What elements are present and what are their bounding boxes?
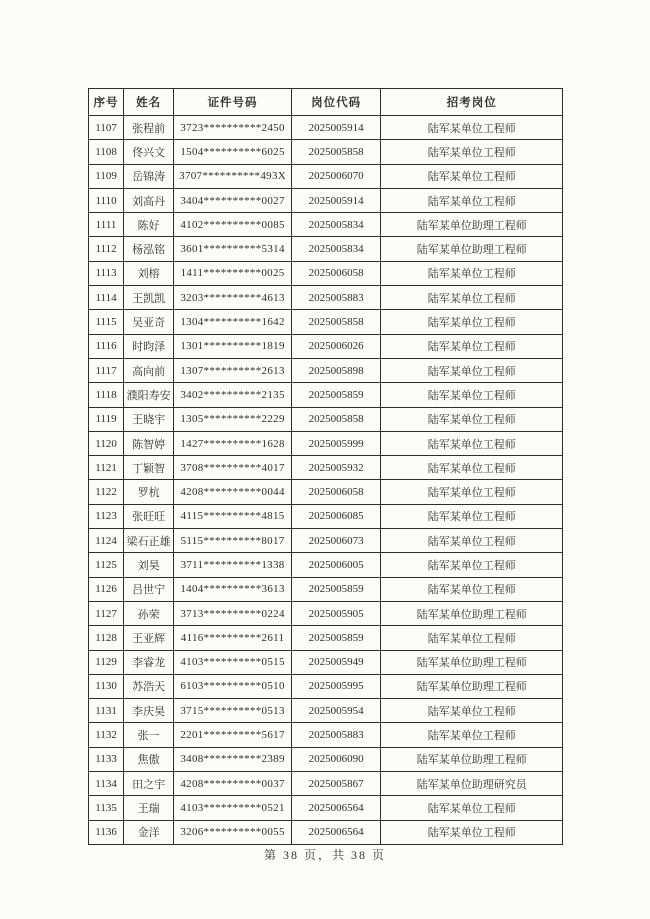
- column-header-position-title: 招考岗位: [381, 89, 563, 116]
- cell-title: 陆军某单位工程师: [381, 820, 563, 844]
- table-row: [89, 334, 563, 358]
- cell-serial: 1126: [89, 577, 124, 601]
- cell-title: 陆军某单位助理工程师: [381, 674, 563, 698]
- column-header-position-code: 岗位代码: [291, 89, 381, 116]
- cell-id: 4116**********2611: [174, 626, 292, 650]
- cell-name: 吕世宁: [124, 577, 174, 601]
- cell-name: 孙荣: [124, 601, 174, 625]
- cell-code: 2025005859: [291, 577, 381, 601]
- cell-id: 6103**********0510: [174, 674, 292, 698]
- cell-title: 陆军某单位助理工程师: [381, 213, 563, 237]
- cell-title: 陆军某单位工程师: [381, 431, 563, 455]
- table-row: [89, 140, 563, 164]
- cell-id: 1427**********1628: [174, 431, 292, 455]
- cell-serial: 1119: [89, 407, 124, 431]
- cell-code: 2025006564: [291, 796, 381, 820]
- cell-title: 陆军某单位助理工程师: [381, 237, 563, 261]
- cell-code: 2025006005: [291, 553, 381, 577]
- cell-id: 3715**********0513: [174, 699, 292, 723]
- cell-name: 陈好: [124, 213, 174, 237]
- table-row: [89, 504, 563, 528]
- cell-name: 焦傲: [124, 747, 174, 771]
- cell-title: 陆军某单位工程师: [381, 334, 563, 358]
- cell-code: 2025006090: [291, 747, 381, 771]
- table-row: [89, 699, 563, 723]
- column-header-name: 姓名: [124, 89, 174, 116]
- cell-title: 陆军某单位工程师: [381, 188, 563, 212]
- cell-code: 2025005834: [291, 213, 381, 237]
- cell-id: 3206**********0055: [174, 820, 292, 844]
- cell-serial: 1108: [89, 140, 124, 164]
- cell-code: 2025005995: [291, 674, 381, 698]
- cell-code: 2025006073: [291, 529, 381, 553]
- cell-name: 佟兴文: [124, 140, 174, 164]
- cell-code: 2025005932: [291, 456, 381, 480]
- cell-name: 高向前: [124, 358, 174, 382]
- table-header-row: [89, 89, 563, 116]
- table-row: [89, 237, 563, 261]
- table-row: [89, 480, 563, 504]
- cell-id: 3711**********1338: [174, 553, 292, 577]
- cell-title: 陆军某单位助理研究员: [381, 772, 563, 796]
- cell-serial: 1122: [89, 480, 124, 504]
- cell-code: 2025005858: [291, 140, 381, 164]
- cell-serial: 1110: [89, 188, 124, 212]
- cell-name: 张一: [124, 723, 174, 747]
- cell-code: 2025005858: [291, 310, 381, 334]
- cell-name: 梁石正雄: [124, 529, 174, 553]
- cell-title: 陆军某单位工程师: [381, 529, 563, 553]
- cell-serial: 1121: [89, 456, 124, 480]
- cell-title: 陆军某单位工程师: [381, 504, 563, 528]
- cell-id: 1504**********6025: [174, 140, 292, 164]
- cell-code: 2025005954: [291, 699, 381, 723]
- cell-name: 李庆昊: [124, 699, 174, 723]
- cell-id: 3404**********0027: [174, 188, 292, 212]
- cell-title: 陆军某单位工程师: [381, 577, 563, 601]
- cell-id: 3402**********2135: [174, 383, 292, 407]
- cell-name: 杨泓铭: [124, 237, 174, 261]
- cell-title: 陆军某单位工程师: [381, 796, 563, 820]
- cell-name: 濮阳寿安: [124, 383, 174, 407]
- cell-serial: 1107: [89, 116, 124, 140]
- cell-code: 2025006058: [291, 261, 381, 285]
- cell-serial: 1128: [89, 626, 124, 650]
- cell-serial: 1132: [89, 723, 124, 747]
- table-row: [89, 601, 563, 625]
- table-row: [89, 261, 563, 285]
- table-row: [89, 553, 563, 577]
- cell-name: 陈智婷: [124, 431, 174, 455]
- cell-serial: 1120: [89, 431, 124, 455]
- cell-title: 陆军某单位助理工程师: [381, 650, 563, 674]
- cell-title: 陆军某单位工程师: [381, 286, 563, 310]
- cell-serial: 1111: [89, 213, 124, 237]
- table-row: [89, 626, 563, 650]
- cell-title: 陆军某单位工程师: [381, 358, 563, 382]
- cell-name: 刘昊: [124, 553, 174, 577]
- cell-code: 2025006058: [291, 480, 381, 504]
- cell-code: 2025006564: [291, 820, 381, 844]
- cell-id: 5115**********8017: [174, 529, 292, 553]
- cell-name: 张程前: [124, 116, 174, 140]
- cell-serial: 1123: [89, 504, 124, 528]
- cell-serial: 1136: [89, 820, 124, 844]
- cell-title: 陆军某单位工程师: [381, 456, 563, 480]
- cell-id: 3203**********4613: [174, 286, 292, 310]
- table-row: [89, 456, 563, 480]
- table-row: [89, 310, 563, 334]
- table-row: [89, 772, 563, 796]
- cell-id: 1304**********1642: [174, 310, 292, 334]
- cell-code: 2025005898: [291, 358, 381, 382]
- cell-serial: 1129: [89, 650, 124, 674]
- cell-code: 2025005858: [291, 407, 381, 431]
- cell-name: 王亚辉: [124, 626, 174, 650]
- cell-serial: 1125: [89, 553, 124, 577]
- table-row: [89, 747, 563, 771]
- cell-title: 陆军某单位工程师: [381, 310, 563, 334]
- cell-id: 3601**********5314: [174, 237, 292, 261]
- cell-serial: 1109: [89, 164, 124, 188]
- table-row: [89, 116, 563, 140]
- cell-code: 2025005905: [291, 601, 381, 625]
- cell-name: 李睿龙: [124, 650, 174, 674]
- cell-title: 陆军某单位工程师: [381, 699, 563, 723]
- cell-name: 岳锦涛: [124, 164, 174, 188]
- candidate-roster-table: [88, 88, 563, 845]
- cell-serial: 1127: [89, 601, 124, 625]
- cell-id: 4115**********4815: [174, 504, 292, 528]
- cell-id: 1411**********0025: [174, 261, 292, 285]
- cell-id: 1307**********2613: [174, 358, 292, 382]
- cell-name: 罗杭: [124, 480, 174, 504]
- cell-code: 2025005834: [291, 237, 381, 261]
- cell-code: 2025005914: [291, 188, 381, 212]
- cell-serial: 1113: [89, 261, 124, 285]
- cell-serial: 1115: [89, 310, 124, 334]
- table-row: [89, 796, 563, 820]
- cell-title: 陆军某单位工程师: [381, 383, 563, 407]
- column-header-id-number: 证件号码: [174, 89, 292, 116]
- cell-id: 4208**********0044: [174, 480, 292, 504]
- cell-code: 2025005883: [291, 286, 381, 310]
- cell-name: 吴亚奇: [124, 310, 174, 334]
- table-row: [89, 213, 563, 237]
- cell-code: 2025005859: [291, 626, 381, 650]
- cell-serial: 1112: [89, 237, 124, 261]
- cell-name: 苏浩天: [124, 674, 174, 698]
- table-row: [89, 820, 563, 844]
- cell-title: 陆军某单位工程师: [381, 261, 563, 285]
- table-row: [89, 188, 563, 212]
- cell-name: 丁颖智: [124, 456, 174, 480]
- table-row: [89, 431, 563, 455]
- table-row: [89, 286, 563, 310]
- table-row: [89, 383, 563, 407]
- cell-title: 陆军某单位助理工程师: [381, 601, 563, 625]
- cell-serial: 1135: [89, 796, 124, 820]
- page-number-indicator: 第 38 页，共 38 页: [263, 848, 386, 862]
- cell-title: 陆军某单位工程师: [381, 164, 563, 188]
- cell-title: 陆军某单位工程师: [381, 626, 563, 650]
- cell-id: 3708**********4017: [174, 456, 292, 480]
- cell-code: 2025005949: [291, 650, 381, 674]
- cell-name: 王凯凯: [124, 286, 174, 310]
- table-row: [89, 407, 563, 431]
- column-header-serial: 序号: [89, 89, 124, 116]
- cell-code: 2025006085: [291, 504, 381, 528]
- cell-id: 4103**********0521: [174, 796, 292, 820]
- cell-id: 3707**********493X: [174, 164, 292, 188]
- table-row: [89, 650, 563, 674]
- table-row: [89, 358, 563, 382]
- cell-id: 4103**********0515: [174, 650, 292, 674]
- cell-serial: 1116: [89, 334, 124, 358]
- cell-title: 陆军某单位工程师: [381, 140, 563, 164]
- table-row: [89, 674, 563, 698]
- cell-title: 陆军某单位工程师: [381, 553, 563, 577]
- cell-id: 3723**********2450: [174, 116, 292, 140]
- cell-serial: 1124: [89, 529, 124, 553]
- cell-title: 陆军某单位助理工程师: [381, 747, 563, 771]
- cell-name: 时昀泽: [124, 334, 174, 358]
- cell-id: 1404**********3613: [174, 577, 292, 601]
- cell-serial: 1134: [89, 772, 124, 796]
- cell-id: 3408**********2389: [174, 747, 292, 771]
- cell-name: 田之宇: [124, 772, 174, 796]
- cell-serial: 1114: [89, 286, 124, 310]
- table-row: [89, 529, 563, 553]
- cell-code: 2025005914: [291, 116, 381, 140]
- cell-id: 2201**********5617: [174, 723, 292, 747]
- cell-id: 4102**********0085: [174, 213, 292, 237]
- cell-serial: 1133: [89, 747, 124, 771]
- table-row: [89, 577, 563, 601]
- cell-id: 3713**********0224: [174, 601, 292, 625]
- cell-title: 陆军某单位工程师: [381, 407, 563, 431]
- cell-code: 2025005859: [291, 383, 381, 407]
- cell-serial: 1131: [89, 699, 124, 723]
- cell-title: 陆军某单位工程师: [381, 480, 563, 504]
- cell-code: 2025005999: [291, 431, 381, 455]
- cell-name: 王晓宇: [124, 407, 174, 431]
- cell-id: 1301**********1819: [174, 334, 292, 358]
- table-row: [89, 164, 563, 188]
- cell-code: 2025005867: [291, 772, 381, 796]
- table-row: [89, 723, 563, 747]
- cell-name: 张旺旺: [124, 504, 174, 528]
- cell-name: 王瑞: [124, 796, 174, 820]
- cell-title: 陆军某单位工程师: [381, 723, 563, 747]
- cell-serial: 1117: [89, 358, 124, 382]
- cell-serial: 1130: [89, 674, 124, 698]
- cell-title: 陆军某单位工程师: [381, 116, 563, 140]
- cell-code: 2025005883: [291, 723, 381, 747]
- cell-id: 4208**********0037: [174, 772, 292, 796]
- cell-name: 刘榕: [124, 261, 174, 285]
- cell-name: 金洋: [124, 820, 174, 844]
- cell-id: 1305**********2229: [174, 407, 292, 431]
- cell-code: 2025006070: [291, 164, 381, 188]
- cell-name: 刘高丹: [124, 188, 174, 212]
- cell-serial: 1118: [89, 383, 124, 407]
- cell-code: 2025006026: [291, 334, 381, 358]
